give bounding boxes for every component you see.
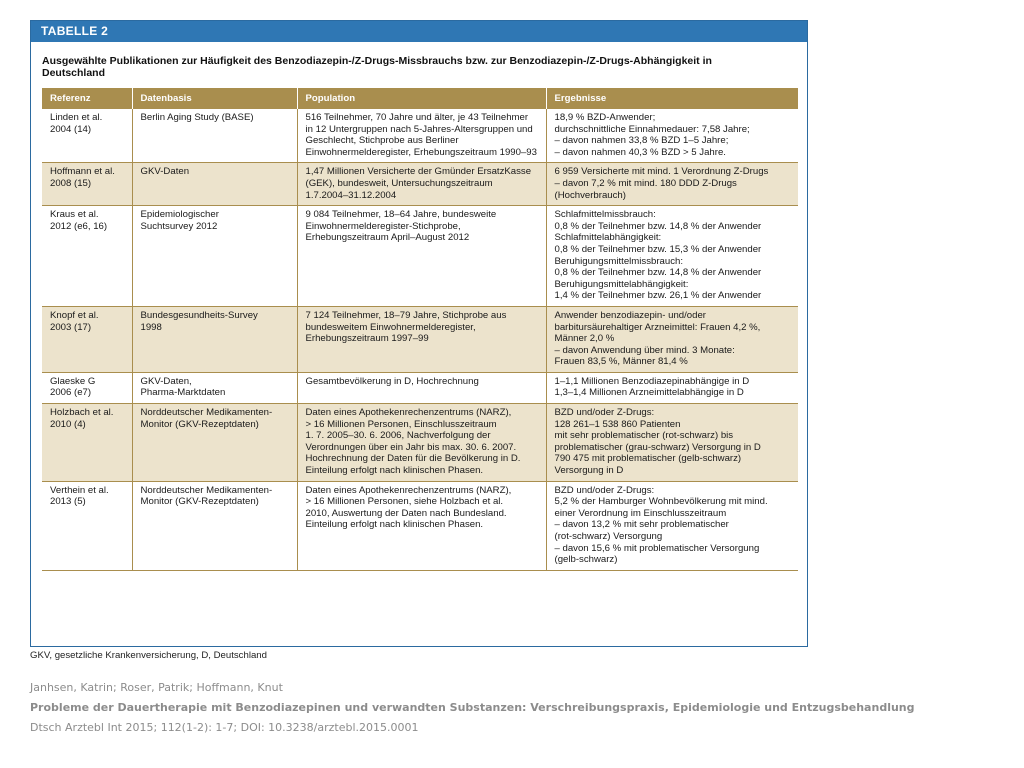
cell-population: Daten eines Apothekenrechenzentrums (NARZ), > 16 Millionen Personen, Einschlusszeitraum 1. 7. 2005–30. 6. 2006, Nachverfolgung der Verordnungen über ein Jahr bis max. 30. 6. 2007. Hochrechnung der Daten für die Bevölkerung in D. Einteilung erfolgt nach klinischen Phasen. <box>297 404 546 482</box>
table-row <box>42 206 798 307</box>
publications-table <box>42 88 798 571</box>
cell-population: 1,47 Millionen Versicherte der Gmünder ErsatzKasse (GEK), bundesweit, Untersuchungszeitraum 1.7.2004–31.12.2004 <box>297 163 546 206</box>
cell-datenbasis: GKV-Daten <box>132 163 297 206</box>
cell-population: 9 084 Teilnehmer, 18–64 Jahre, bundesweite Einwohnermelderegister-Stichprobe, Erhebungszeitraum April–August 2012 <box>297 206 546 307</box>
cell-datenbasis: Bundesgesundheits-Survey 1998 <box>132 306 297 372</box>
cell-population: 516 Teilnehmer, 70 Jahre und älter, je 43 Teilnehmer in 12 Untergruppen nach 5-Jahres-Altersgruppen und Geschlecht, Stichprobe aus Berliner Einwohnermelderegister, Erhebungszeitraum 1990–93 <box>297 109 546 163</box>
cell-ergebnisse: BZD und/oder Z-Drugs: 128 261–1 538 860 Patienten mit sehr problematischer (rot-schwarz) bis problematischer (grau-schwarz) Versorgung in D 790 475 mit problematischer (gelb-schwarz) Versorgung in D <box>546 404 798 482</box>
table-row <box>42 109 798 163</box>
cell-datenbasis: Norddeutscher Medikamenten- Monitor (GKV-Rezeptdaten) <box>132 481 297 570</box>
citation-source: Dtsch Arztebl Int 2015; 112(1-2): 1-7; DOI: 10.3238/arztebl.2015.0001 <box>30 721 419 734</box>
table-figure <box>30 20 808 647</box>
cell-ergebnisse: Schlafmittelmissbrauch: 0,8 % der Teilnehmer bzw. 14,8 % der Anwender Schlafmittelabhängigkeit: 0,8 % der Teilnehmer bzw. 15,3 % der Anwender Beruhigungsmittelmissbrauch: 0,8 % der Teilnehmer bzw. 14,8 % der Anwender Beruhigungsmittelabhängigkeit: 1,4 % der Teilnehmer bzw. 26,1 % der Anwender <box>546 206 798 307</box>
cell-referenz: Glaeske G 2006 (e7) <box>42 372 132 403</box>
column-header: Referenz <box>42 88 132 109</box>
table-row <box>42 163 798 206</box>
cell-datenbasis: Epidemiologischer Suchtsurvey 2012 <box>132 206 297 307</box>
table-header-row <box>42 88 798 109</box>
cell-referenz: Kraus et al. 2012 (e6, 16) <box>42 206 132 307</box>
cell-referenz: Hoffmann et al. 2008 (15) <box>42 163 132 206</box>
table-footnote: GKV, gesetzliche Krankenversicherung, D, Deutschland <box>30 650 267 661</box>
column-header: Population <box>297 88 546 109</box>
citation-title: Probleme der Dauertherapie mit Benzodiazepinen und verwandten Substanzen: Verschreibungspraxis, Epidemiologie und Entzugsbehandlung <box>30 701 915 714</box>
table-row <box>42 481 798 570</box>
table-row <box>42 306 798 372</box>
cell-ergebnisse: BZD und/oder Z-Drugs: 5,2 % der Hamburger Wohnbevölkerung mit mind. einer Verordnung im Einschlusszeitraum – davon 13,2 % mit sehr problematischer (rot-schwarz) Versorgung – davon 15,6 % mit problematischer Versorgung (gelb-schwarz) <box>546 481 798 570</box>
cell-referenz: Holzbach et al. 2010 (4) <box>42 404 132 482</box>
cell-ergebnisse: 6 959 Versicherte mit mind. 1 Verordnung Z-Drugs – davon 7,2 % mit mind. 180 DDD Z-Drugs (Hochverbrauch) <box>546 163 798 206</box>
cell-ergebnisse: 1–1,1 Millionen Benzodiazepinabhängige in D 1,3–1,4 Millionen Arzneimittelabhängige in D <box>546 372 798 403</box>
table-tag: TABELLE 2 <box>31 21 807 42</box>
cell-referenz: Verthein et al. 2013 (5) <box>42 481 132 570</box>
column-header: Ergebnisse <box>546 88 798 109</box>
column-header: Datenbasis <box>132 88 297 109</box>
cell-datenbasis: Norddeutscher Medikamenten- Monitor (GKV-Rezeptdaten) <box>132 404 297 482</box>
cell-population: Gesamtbevölkerung in D, Hochrechnung <box>297 372 546 403</box>
table-row <box>42 372 798 403</box>
citation-authors: Janhsen, Katrin; Roser, Patrik; Hoffmann, Knut <box>30 681 283 694</box>
table-title: Ausgewählte Publikationen zur Häufigkeit des Benzodiazepin-/Z-Drugs-Missbrauchs bzw. zur Benzodiazepin-/Z-Drugs-Abhängigkeit in Deutschland <box>42 55 712 79</box>
cell-datenbasis: Berlin Aging Study (BASE) <box>132 109 297 163</box>
table-row <box>42 404 798 482</box>
cell-ergebnisse: Anwender benzodiazepin- und/oder barbitursäurehaltiger Arzneimittel: Frauen 4,2 %, Männer 2,0 % – davon Anwendung über mind. 3 Monate: Frauen 83,5 %, Männer 81,4 % <box>546 306 798 372</box>
cell-ergebnisse: 18,9 % BZD-Anwender; durchschnittliche Einnahmedauer: 7,58 Jahre; – davon nahmen 33,8 % BZD 1–5 Jahre; – davon nahmen 40,3 % BZD > 5 Jahre. <box>546 109 798 163</box>
cell-referenz: Knopf et al. 2003 (17) <box>42 306 132 372</box>
cell-referenz: Linden et al. 2004 (14) <box>42 109 132 163</box>
citation <box>30 678 990 738</box>
cell-datenbasis: GKV-Daten, Pharma-Marktdaten <box>132 372 297 403</box>
cell-population: 7 124 Teilnehmer, 18–79 Jahre, Stichprobe aus bundesweitem Einwohnermelderegister, Erhebungszeitraum 1997–99 <box>297 306 546 372</box>
cell-population: Daten eines Apothekenrechenzentrums (NARZ), > 16 Millionen Personen, siehe Holzbach et al. 2010, Auswertung der Daten nach Bundesland. Einteilung erfolgt nach klinischen Phasen. <box>297 481 546 570</box>
